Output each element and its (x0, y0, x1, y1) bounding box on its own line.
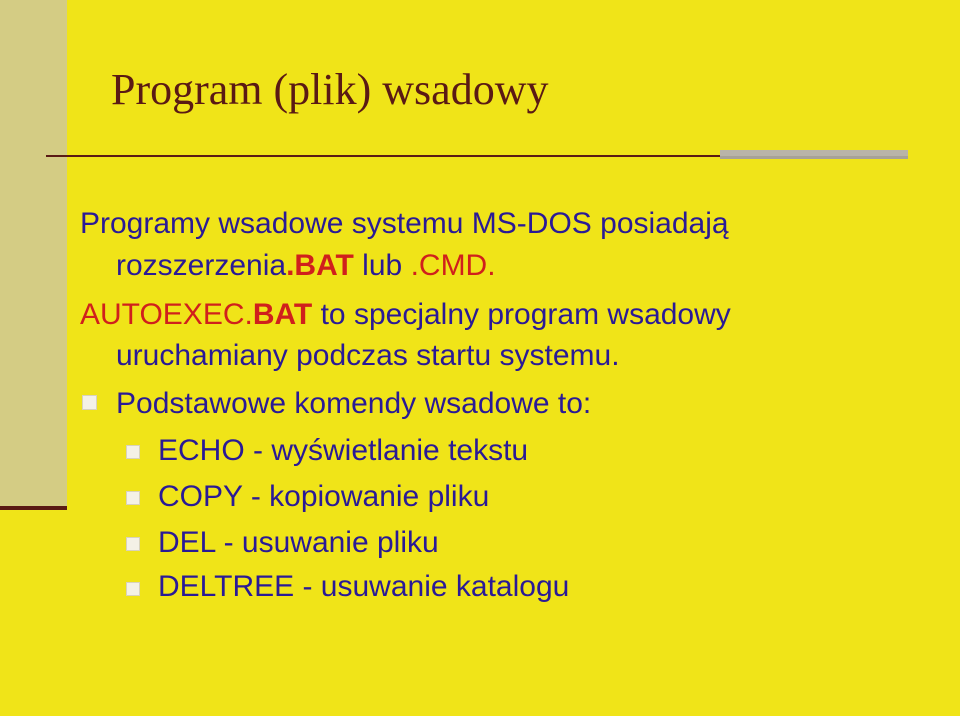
paragraph-3: Podstawowe komendy wsadowe to: (116, 387, 592, 420)
paragraph-2-line-2: uruchamiany podczas startu systemu. (116, 339, 620, 372)
paragraph-1-line-2 (116, 249, 496, 283)
bat-extension: .BAT (286, 249, 354, 282)
command-item-echo: ECHO - wyświetlanie tekstu (158, 434, 529, 467)
command-item-del: DEL - usuwanie pliku (158, 526, 439, 559)
slide-title: Program (plik) wsadowy (111, 65, 549, 114)
title-underline (46, 155, 720, 157)
left-decorative-band (0, 0, 67, 510)
square-bullet-icon (126, 537, 140, 551)
title-underline-accent (720, 150, 908, 159)
or-word: lub (353, 249, 411, 282)
paragraph-2-line-1 (80, 298, 731, 332)
command-item-deltree: DELTREE - usuwanie katalogu (158, 570, 570, 603)
cmd-extension: .CMD. (410, 249, 496, 282)
extensions-label: rozszerzenia (116, 249, 287, 282)
paragraph-1-line-1: Programy wsadowe systemu MS-DOS posiadają (80, 207, 729, 240)
square-bullet-icon (82, 395, 97, 410)
square-bullet-icon (126, 445, 140, 459)
square-bullet-icon (126, 582, 140, 596)
square-bullet-icon (126, 491, 140, 505)
autoexec-bat: BAT (252, 298, 313, 331)
autoexec-description: to specjalny program wsadowy (312, 298, 731, 331)
command-item-copy: COPY - kopiowanie pliku (158, 480, 490, 513)
left-band-divider (0, 506, 67, 510)
autoexec-name: AUTOEXEC. (80, 298, 253, 331)
